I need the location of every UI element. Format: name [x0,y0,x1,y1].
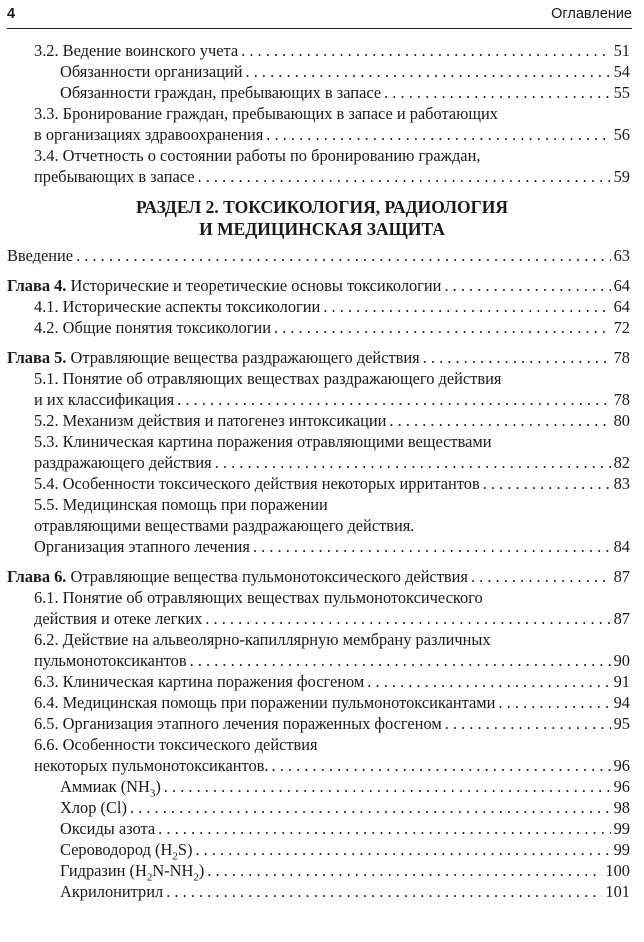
page-number: 4 [7,6,16,22]
dot-leader [190,650,611,671]
toc-entry[interactable]: Сероводород $(H_2S)$ . . . 99 [0,839,644,860]
toc-page-number: 80 [613,411,630,430]
dot-leader [76,245,611,266]
toc-page-number: 59 [613,167,630,186]
dot-leader [158,818,610,839]
dot-leader [246,61,611,82]
toc-chapter-entry[interactable]: Глава 6. Отравляющие вещества пульмонотоксического действия . . . 87 [0,566,644,587]
dot-leader [177,389,610,410]
toc-entry[interactable]: в организациях здравоохранения . . . 56 [0,124,644,145]
toc-page-number: 78 [613,390,630,409]
toc-page-number: 51 [613,41,630,60]
toc-entry-line[interactable]: 6.2. Действие на альвеолярно-капиллярную мембрану различных [34,630,491,649]
section-heading [0,196,644,240]
toc-page-number: 95 [613,714,630,733]
dot-leader [198,166,611,187]
chapter-label: Глава 4. [7,276,67,295]
dot-leader [471,566,611,587]
running-header [7,6,632,28]
toc-page-number: 96 [613,756,630,775]
spacer [0,338,644,347]
dot-leader [367,671,610,692]
toc-entry-line[interactable]: 3.4. Отчетность о состоянии работы по бронированию граждан, [34,146,481,165]
toc-page-number: 98 [613,798,630,817]
dot-leader [483,473,611,494]
toc-entry[interactable]: Обязанности граждан, пребывающих в запасе . . . 55 [0,82,644,103]
toc-page-number: 87 [613,609,630,628]
dot-leader [389,410,610,431]
table-of-contents [0,40,644,902]
toc-entry[interactable]: Обязанности организаций . . . 54 [0,61,644,82]
spacer [0,187,644,196]
dot-leader [444,275,610,296]
toc-entry[interactable]: 6.4. Медицинская помощь при поражении пульмонотоксикантами . . . 94 [0,692,644,713]
spacer [0,266,644,275]
chapter-label: Глава 6. [7,567,67,586]
toc-page-number: 72 [613,318,630,337]
dot-leader [215,452,611,473]
toc-entry[interactable]: некоторых пульмонотоксикантов. . . . 96 [0,755,644,776]
running-title: Оглавление [551,6,632,22]
toc-chapter-entry[interactable]: Глава 4. Исторические и теоретические основы токсикологии . . . 64 [0,275,644,296]
chapter-label: Глава 5. [7,348,67,367]
toc-page-number: 100 [605,861,630,880]
toc-entry[interactable]: Организация этапного лечения . . . 84 [0,536,644,557]
toc-page-number: 96 [613,777,630,796]
toc-entry-line[interactable]: 5.1. Понятие об отравляющих веществах раздражающего действия [34,369,502,388]
toc-entry[interactable]: Гидразин $(H_2N-NH_2)$ . . . 100 [0,860,644,881]
toc-entry[interactable]: 4.1. Исторические аспекты токсикологии . . . 64 [0,296,644,317]
toc-entry[interactable]: и их классификация . . . 78 [0,389,644,410]
toc-page-number: 87 [613,567,630,586]
spacer [0,557,644,566]
dot-leader [205,608,610,629]
toc-page-number: 99 [613,840,630,859]
toc-entry[interactable]: 5.2. Механизм действия и патогенез интоксикации . . . 80 [0,410,644,431]
dot-leader [323,296,610,317]
toc-entry[interactable]: 4.2. Общие понятия токсикологии . . . 72 [0,317,644,338]
dot-leader [274,317,611,338]
toc-entry[interactable]: раздражающего действия . . . 82 [0,452,644,473]
toc-entry[interactable]: пульмонотоксикантов . . . 90 [0,650,644,671]
toc-page-number: 63 [613,246,630,265]
toc-page-number: 64 [613,276,630,295]
toc-entry-line[interactable]: 6.6. Особенности токсического действия [34,735,318,754]
dot-leader [498,692,610,713]
toc-entry[interactable]: Оксиды азота . . . 99 [0,818,644,839]
dot-leader [445,713,611,734]
toc-page-number: 84 [613,537,630,556]
toc-page-number: 91 [613,672,630,691]
dot-leader [195,839,610,860]
toc-entry[interactable]: Хлор (Cl) . . . 98 [0,797,644,818]
toc-entry[interactable]: 3.2. Ведение воинского учета . . . 51 [0,40,644,61]
dot-leader [164,776,611,797]
toc-entry-line[interactable]: 3.3. Бронирование граждан, пребывающих в запасе и работающих [34,104,498,123]
toc-entry[interactable]: пребывающих в запасе . . . 59 [0,166,644,187]
toc-chapter-entry[interactable]: Глава 5. Отравляющие вещества раздражающего действия . . . 78 [0,347,644,368]
dot-leader [384,82,611,103]
dot-leader [266,124,610,145]
toc-entry[interactable]: Аммиак $(NH_3)$ . . . 96 [0,776,644,797]
toc-page-number: 94 [613,693,630,712]
toc-entry-line[interactable]: отравляющими веществами раздражающего действия. [34,516,415,535]
toc-page-number: 83 [613,474,630,493]
toc-page-number: 90 [613,651,630,670]
dot-leader [253,536,611,557]
section-heading-line: РАЗДЕЛ 2. ТОКСИКОЛОГИЯ, РАДИОЛОГИЯ [135,197,509,217]
toc-entry[interactable]: 6.5. Организация этапного лечения пораженных фосгеном . . . 95 [0,713,644,734]
toc-page-number: 55 [613,83,630,102]
toc-page-number: 99 [613,819,630,838]
toc-entry-line[interactable]: 5.5. Медицинская помощь при поражении [34,495,328,514]
toc-page-number: 64 [613,297,630,316]
header-rule [7,28,632,29]
dot-leader [130,797,611,818]
dot-leader [166,881,602,902]
toc-entry-line[interactable]: 5.3. Клиническая картина поражения отравляющими веществами [34,432,492,451]
toc-page-number: 82 [613,453,630,472]
toc-entry[interactable]: 6.3. Клиническая картина поражения фосгеном . . . 91 [0,671,644,692]
toc-entry[interactable]: Введение . . . 63 [0,245,644,266]
toc-entry-line[interactable]: 6.1. Понятие об отравляющих веществах пульмонотоксического [34,588,483,607]
toc-page-number: 54 [613,62,630,81]
section-heading-line: И МЕДИЦИНСКАЯ ЗАЩИТА [199,219,445,239]
dot-leader [423,347,611,368]
dot-leader [241,40,610,61]
toc-entry[interactable]: Акрилонитрил . . . 101 [0,881,644,902]
toc-page-number: 78 [613,348,630,367]
toc-page-number: 101 [605,882,630,901]
dot-leader [207,860,602,881]
dot-leader [272,755,611,776]
toc-page-number: 56 [613,125,630,144]
toc-entry[interactable]: действия и отеке легких . . . 87 [0,608,644,629]
toc-entry[interactable]: 5.4. Особенности токсического действия некоторых ирритантов . . . 83 [0,473,644,494]
